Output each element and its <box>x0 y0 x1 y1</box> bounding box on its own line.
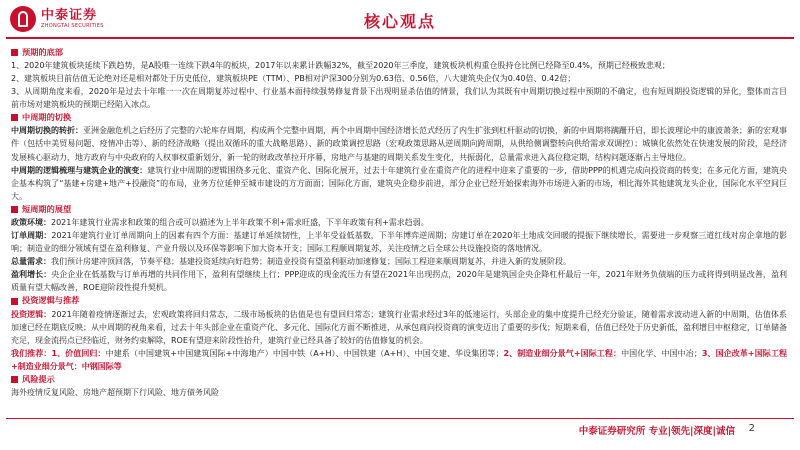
paragraph: 订单周期：2021年建筑行业订单周期向上的因素有四个方面：基建订单延续韧性，上半年受益低基数，下半年博弈逆周期；房建订单在2020年土地成交回暖的提振下继续增长，需要进一步观察三道红线对房企拿地的影响；制造业的细分领域有望在盈利修复、产业升级以及环保等影响下加大资本开支；国际工程顺周期复苏，关注疫情之后全球公共设施投资的落地情况。 <box>11 231 788 254</box>
section-heading-mid-cycle: 中周期的切换 <box>11 111 787 124</box>
paragraph-label: 盈利增长： <box>11 270 52 280</box>
paragraph-label: 总量需求： <box>11 257 51 267</box>
header-divider <box>6 37 794 39</box>
paragraph-label: 中周期切换的转折： <box>11 126 83 136</box>
footer-divider <box>6 418 794 419</box>
page-header <box>0 0 800 38</box>
paragraph: 政策环境：2021年建筑行业需求和政策的组合或可以描述为上半年政策不利+需求旺盛，下半年政策有利+需求趋弱。 <box>11 217 429 227</box>
paragraph: 海外疫情反复风险、房地产超预期下行风险、地方债务风险 <box>11 387 219 397</box>
paragraph-label: 中周期的逻辑梳理与建筑企业的演变： <box>11 165 148 175</box>
paragraph-label: 投资逻辑： <box>11 309 52 319</box>
section-heading-risk: 风险提示 <box>11 373 787 386</box>
page-title: 核心观点 <box>363 12 436 31</box>
section-heading-expectation-bottom: 预期的底部 <box>11 46 787 59</box>
paragraph: 总量需求：我们预计房建冲顶回落，节奏平稳；基建投资延续向好趋势；制造业投资有望盈利驱动加速修复；国际工程迎来顺周期复苏，并进入新的发展阶段。 <box>11 257 571 267</box>
paragraph-label: 订单周期： <box>11 231 52 241</box>
paragraph: 1、2020年建筑板块延续下跌趋势，是A股唯一连续下跌4年的板块，2017年以来累计跌幅32%，截至2020年三季度，建筑板块机构重仓股持仓比例已经降至0.4%，预期已经极致悲观； <box>11 61 670 70</box>
section-square-icon <box>11 206 18 213</box>
paragraph: 3、从周期角度来看，2020年是过去十年唯一一次在周期复苏过程中、行业基本面持续强势修复背景下出现明显杀估值的情景，我们认为其既有中周期切换过程中预期的不确定，也有短周期投资逻辑的异化，整体而言目前市场对建筑板块的预期已经陷入冰点。 <box>11 87 787 110</box>
section-heading-short-cycle: 短周期的展望 <box>11 203 787 216</box>
paragraph: 中周期的逻辑梳理与建筑企业的演变：建筑行业中周期的逻辑围绕多元化、重资产化、国际化展开，过去十年建筑行业在重资产化的进程中迎来了重要的一步，借助PPP的机遇完成向投资商的转变；在多元化方面，建筑央企基本构筑了“基建+房建+地产+投融资”的布局，业务方位延伸至城市建设的方方面面；国际化方面，建筑央企稳步前进，部分企业已经开始探索海外市场进入新的市场，相比海外其他建筑龙头企业，国际化水平空间巨大。 <box>11 165 788 201</box>
paragraph: 2、建筑板块目前估值无论绝对还是相对都处于历史低位，建筑板块PE（TTM）、PB相对沪深300分别为0.63倍、0.56倍，八大建筑央企仅为0.40倍、0.42倍； <box>11 74 576 84</box>
paragraph: 盈利增长：央企企业在低基数与订单再增的共同作用下，盈利有望继续上行；PPP迎成的现金流压力有望在2021年出现拐点，2020年是建筑国企央企降杠杆最后一年，2021年财务负债端的压力或将得到明显改善，盈利质量有望大幅改善，ROE迎阶段性提升契机。 <box>11 270 787 293</box>
section-square-icon <box>11 49 18 56</box>
footer-tagline: 中泰证券研究所 专业|领先|深度|诚信 <box>578 426 735 437</box>
paragraph: 中周期切换的转折：亚洲金融危机之后经历了完整的六轮库存周期，构成两个完整中周期，两个中周期中国经济增长范式经历了内生扩张到杠杆驱动的切换，新的中周期将蹒跚开启，即长波理论中的康波萧条；新的宏观事件（包括中美贸易问题、疫情冲击等）、新的经济战略（提出双循环的重大战略思路）、新的政策调控思路（宏观政策思路从逆周期向跨周期，从供给侧调整转向供给需求双调控）；城镇化依然处在快速发展的阶段，是经济发展核心驱动力，地方政府与中央政府的人权事权重新划分，新一轮的财政改革拉开序幕，房地产与基建的周期关系发生变化，共振弱化，总量需求进入高位稳定期，结构问题逐渐占主导地位。 <box>11 126 787 162</box>
section-heading-investment: 投资逻辑与推荐 <box>11 295 787 308</box>
brand-name-en: ZHONGTAI SECURITIES <box>41 23 104 29</box>
paragraph: 投资逻辑：2021年随着疫情逐渐过去，宏观政策将回归常态，二级市场板块的估值是也有望回归常态；建筑行业需求经过3年的低速运行，头部企业的集中度提升已经充分验证，随着需求波动进入新的中周期，估值体系加速已经在期底反映；从中周期的视角来看，过去十年头部企业在重资产化、多元化、国际化方面不断推进，从承包商向投资商的演变迈出了重要的步伐；短期来看，估值已经处于历史新低，盈利增目中枢稳定，订单储备充足，现金流拐点已经临近，财务约束解除，ROE有望迎来阶段性抬升，建筑行业已经具备了较好的估值修复的机会。 <box>11 309 787 345</box>
section-square-icon <box>11 114 18 121</box>
paragraph-label: 政策环境： <box>11 217 51 227</box>
content-body <box>11 46 787 399</box>
page-number: 2 <box>748 423 755 434</box>
section-square-icon <box>11 298 18 305</box>
paragraph-label: 我们推荐： <box>11 348 52 358</box>
brand-name-cn: 中泰证券 <box>41 8 98 23</box>
recommendation-paragraph: 我们推荐：1、价值回归：中建系（中国建筑+中国建筑国际+中海地产）中国中铁（A+H）、中国铁建（A+H）、中国交建、华设集团等；2、制造业细分景气+国际工程：中国化学、中国中冶；3、国企改革+国际工程+制造业细分景气：中钢国际等 <box>11 348 787 371</box>
section-square-icon <box>11 376 18 383</box>
